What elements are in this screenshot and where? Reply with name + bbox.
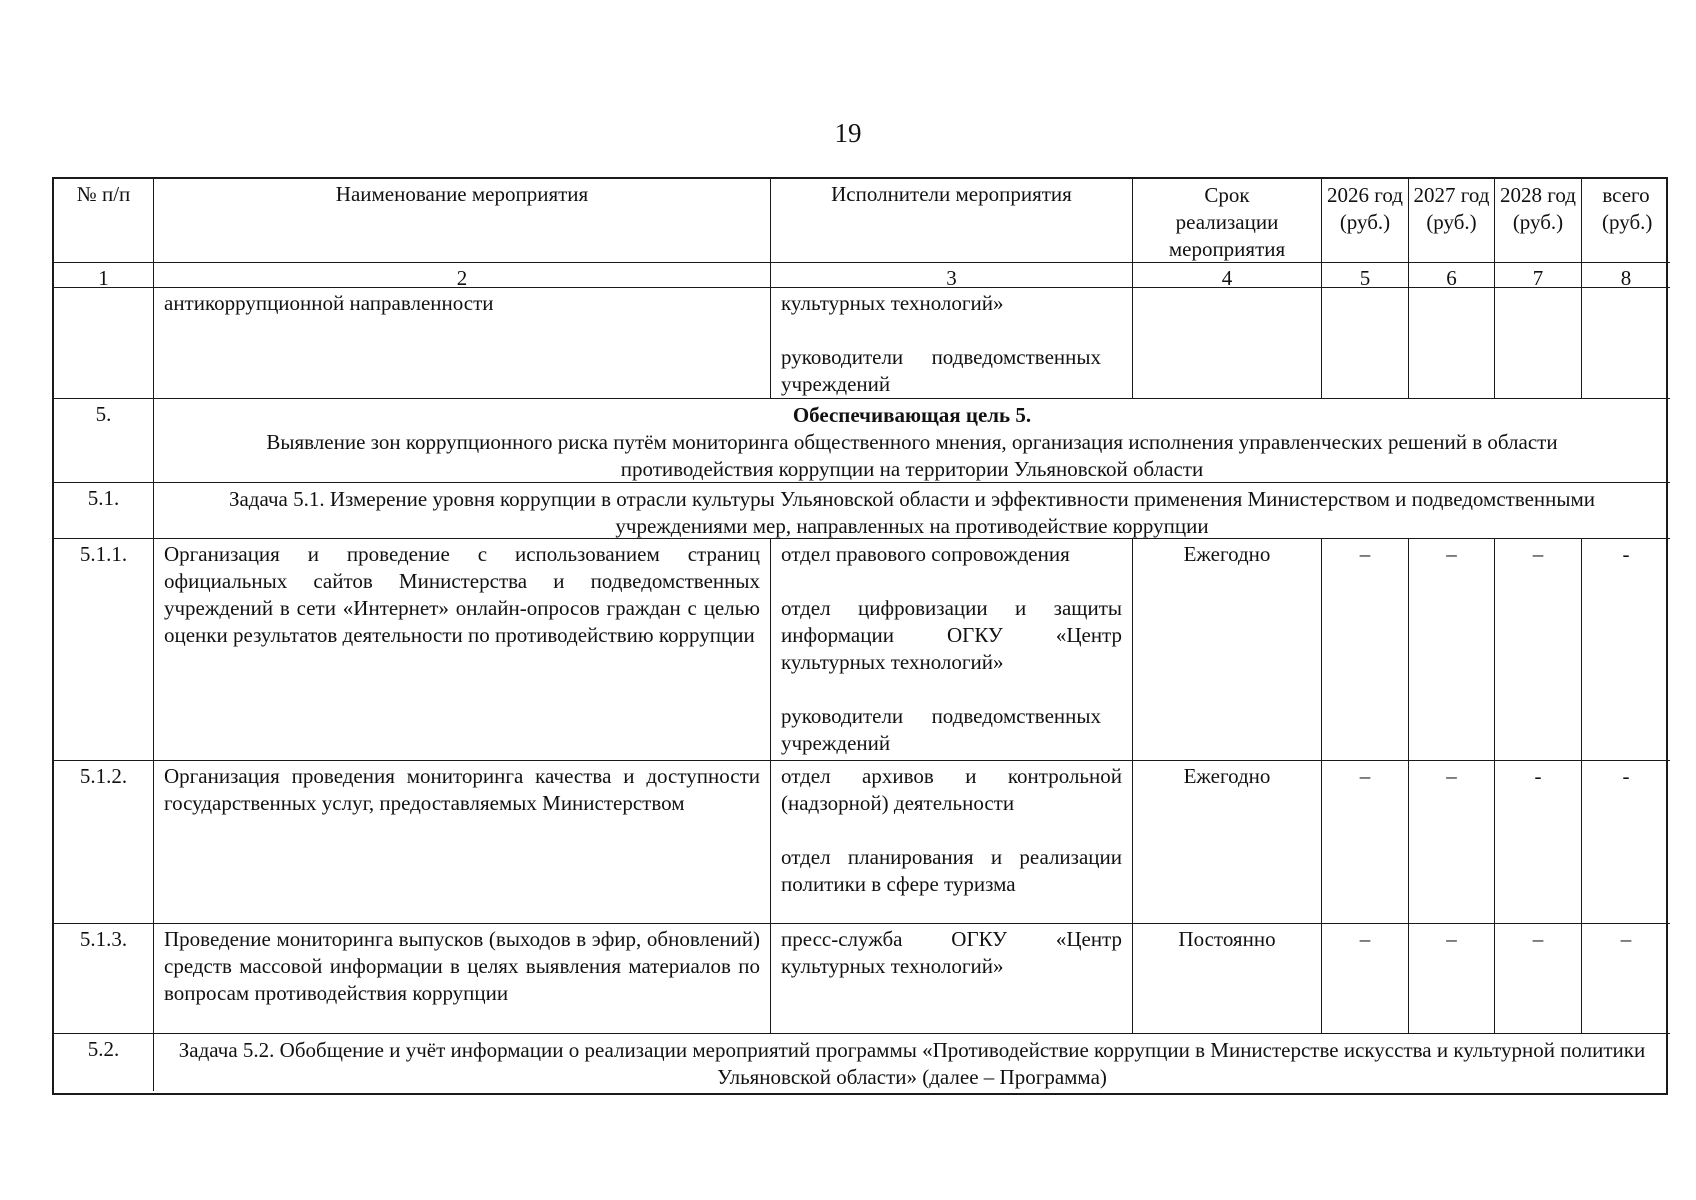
index-cell: 7 (1495, 263, 1582, 288)
row-total: – (1582, 924, 1670, 1034)
cont-total-cell (1582, 288, 1670, 399)
index-cell: 1 (54, 263, 154, 288)
header-2026: 2026 год (руб.) (1322, 179, 1409, 263)
row-executors (771, 761, 1133, 924)
index-cell: 5 (1322, 263, 1409, 288)
row-exec: пресс-служба ОГКУ «Центр культурных технологий» (781, 927, 1122, 978)
row-name: Проведение мониторинга выпусков (выходов в эфир, обновлений) средств массовой информации в целях выявления материалов по вопросам противодействия коррупции (154, 924, 771, 1034)
cont-executors (771, 288, 1133, 399)
cont-2026-cell (1322, 288, 1409, 399)
cont-name: антикоррупционной направленности (154, 288, 771, 399)
row-2027: – (1409, 924, 1495, 1034)
index-cell: 4 (1133, 263, 1322, 288)
header-2027: 2027 год (руб.) (1409, 179, 1495, 263)
task-text: Задача 5.2. Обобщение и учёт информации о реализации мероприятий программы «Противодействие коррупции в Министерстве искусства и культурной политики Ульяновской области» (далее – Программа) (178, 1038, 1646, 1089)
row-term: Ежегодно (1133, 761, 1322, 924)
row-2027: – (1409, 539, 1495, 761)
cont-exec-1: культурных технологий» (781, 291, 1004, 315)
measures-table (52, 177, 1668, 1095)
row-total: - (1582, 539, 1670, 761)
header-2028: 2028 год (руб.) (1495, 179, 1582, 263)
row-exec: отдел планирования и реализации политики в сфере туризма (781, 845, 1122, 896)
index-cell: 3 (771, 263, 1133, 288)
row-term: Постоянно (1133, 924, 1322, 1034)
header-term: Срок реализации мероприятия (1133, 179, 1322, 263)
index-cell: 2 (154, 263, 771, 288)
index-cell: 8 (1582, 263, 1670, 288)
goal-cell (154, 399, 1670, 483)
row-2026: – (1322, 539, 1409, 761)
cont-2027-cell (1409, 288, 1495, 399)
row-2026: – (1322, 924, 1409, 1034)
task-number: 5.2. (54, 1034, 154, 1091)
row-name: Организация проведения мониторинга качества и доступности государственных услуг, предоставляемых Министерством (154, 761, 771, 924)
row-name: Организация и проведение с использованием страниц официальных сайтов Министерства и подведомственных учреждений в сети «Интернет» онлайн-опросов граждан с целью оценки результатов деятельности по противодействию коррупции (154, 539, 771, 761)
row-term: Ежегодно (1133, 539, 1322, 761)
row-2027: – (1409, 761, 1495, 924)
header-num: № п/п (54, 179, 154, 263)
row-number: 5.1.2. (54, 761, 154, 924)
row-number: 5.1.3. (54, 924, 154, 1034)
row-exec: руководители подведомственных учреждений (781, 704, 1101, 755)
row-exec: отдел цифровизации и защиты информации ОГКУ «Центр культурных технологий» (781, 596, 1122, 674)
row-exec: отдел архивов и контрольной (надзорной) деятельности (781, 764, 1122, 815)
goal-title: Обеспечивающая цель 5. (792, 403, 1032, 427)
row-number: 5.1.1. (54, 539, 154, 761)
row-2028: – (1495, 539, 1582, 761)
row-2028: - (1495, 761, 1582, 924)
row-exec: отдел правового сопровождения (781, 542, 1070, 566)
row-executors (771, 924, 1133, 1034)
row-2026: – (1322, 761, 1409, 924)
cont-2028-cell (1495, 288, 1582, 399)
cont-exec-2: руководители подведомственных учреждений (781, 345, 1101, 396)
row-2028: – (1495, 924, 1582, 1034)
goal-number: 5. (54, 399, 154, 483)
index-cell: 6 (1409, 263, 1495, 288)
row-executors (771, 539, 1133, 761)
task-number: 5.1. (54, 483, 154, 539)
row-total: - (1582, 761, 1670, 924)
cont-num-cell (54, 288, 154, 399)
header-name: Наименование мероприятия (154, 179, 771, 263)
header-executors: Исполнители мероприятия (771, 179, 1133, 263)
cont-term-cell (1133, 288, 1322, 399)
goal-text: Выявление зон коррупционного риска путём мониторинга общественного мнения, организация исполнения управленческих решений в области противодействия коррупции на территории Ульяновской области (266, 430, 1558, 481)
header-total: всего (руб.) (1582, 179, 1670, 263)
page-number: 19 (834, 118, 862, 148)
task-text: Задача 5.1. Измерение уровня коррупции в отрасли культуры Ульяновской области и эффективности применения Министерством и подведомственными учреждениями мер, направленных на противодействие коррупции (154, 483, 1670, 539)
